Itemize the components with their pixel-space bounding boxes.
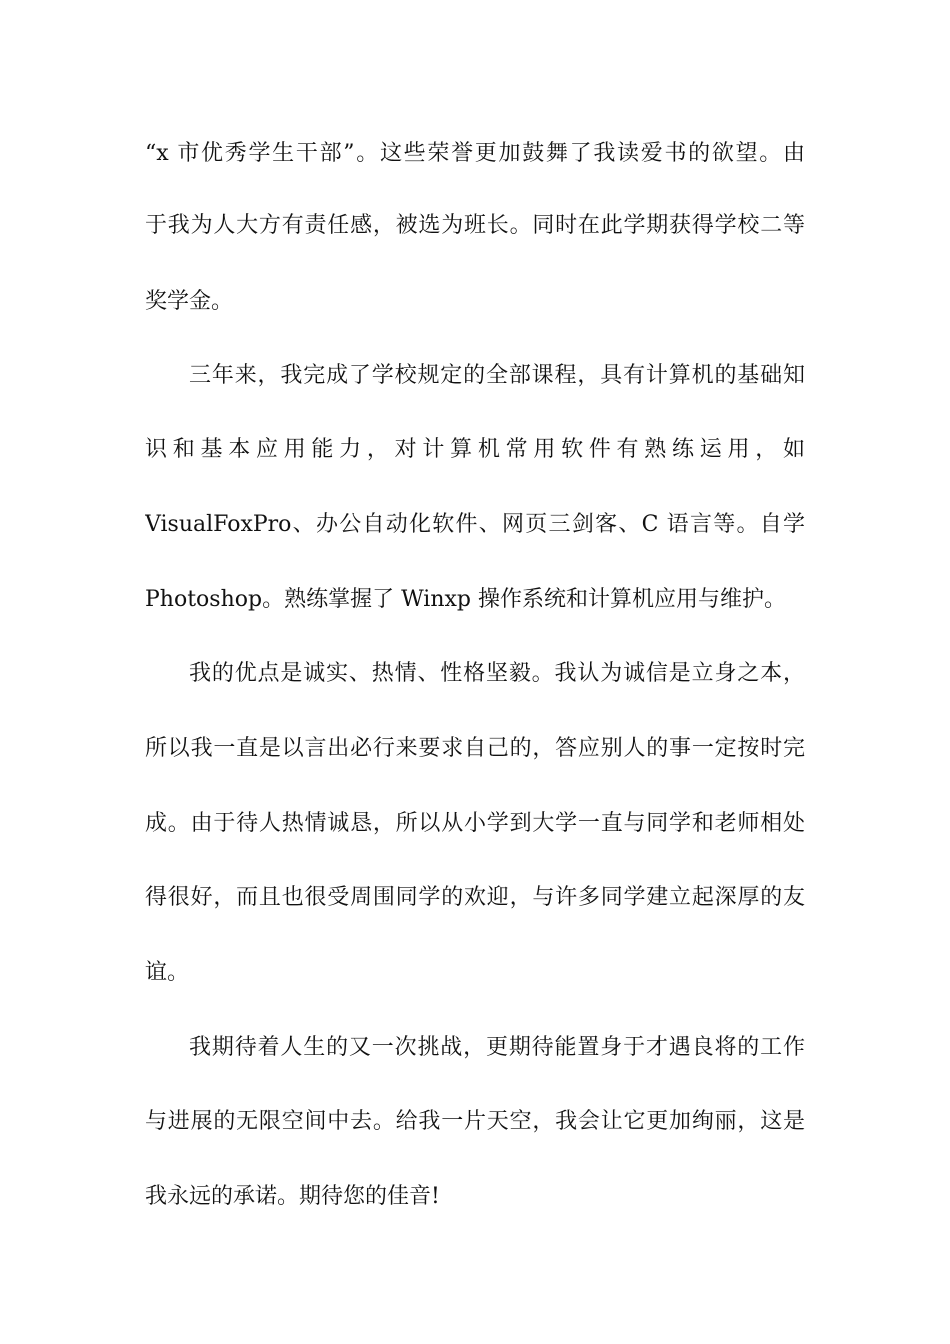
paragraph-4-line-2: 与进展的无限空间中去。给我一片天空，我会让它更加绚丽，这是: [145, 1109, 805, 1134]
paragraph-1-line-2: 于我为人大方有责任感，被选为班长。同时在此学期获得学校二等: [145, 213, 805, 238]
paragraph-3-line-2: 所以我一直是以言出必行来要求自己的，答应别人的事一定按时完: [145, 736, 805, 761]
paragraph-2-line-1: 三年来，我完成了学校规定的全部课程，具有计算机的基础知: [189, 363, 805, 388]
paragraph-3-line-5: 谊。: [145, 960, 190, 985]
paragraph-3-line-3: 成。由于待人热情诚恳，所以从小学到大学一直与同学和老师相处: [145, 811, 805, 836]
paragraph-3-line-1: 我的优点是诚实、热情、性格坚毅。我认为诚信是立身之本，: [189, 661, 805, 686]
paragraph-3-line-4: 得很好，而且也很受周围同学的欢迎，与许多同学建立起深厚的友: [145, 885, 805, 910]
paragraph-4-line-1: 我期待着人生的又一次挑战，更期待能置身于才遇良将的工作: [189, 1035, 805, 1060]
paragraph-2-line-4: Photoshop。熟练掌握了 Winxp 操作系统和计算机应用与维护。: [145, 587, 786, 612]
paragraph-2-line-3: VisualFoxPro、办公自动化软件、网页三剑客、C 语言等。自学: [145, 512, 805, 537]
paragraph-4-line-3: 我永远的承诺。期待您的佳音!: [145, 1184, 440, 1209]
paragraph-1-line-3: 奖学金。: [145, 289, 234, 314]
paragraph-1-line-1: “x 市优秀学生干部”。这些荣誉更加鼓舞了我读爱书的欲望。由: [145, 141, 805, 166]
paragraph-2-line-2: 识和基本应用能力，对计算机常用软件有熟练运用，如: [145, 437, 805, 462]
